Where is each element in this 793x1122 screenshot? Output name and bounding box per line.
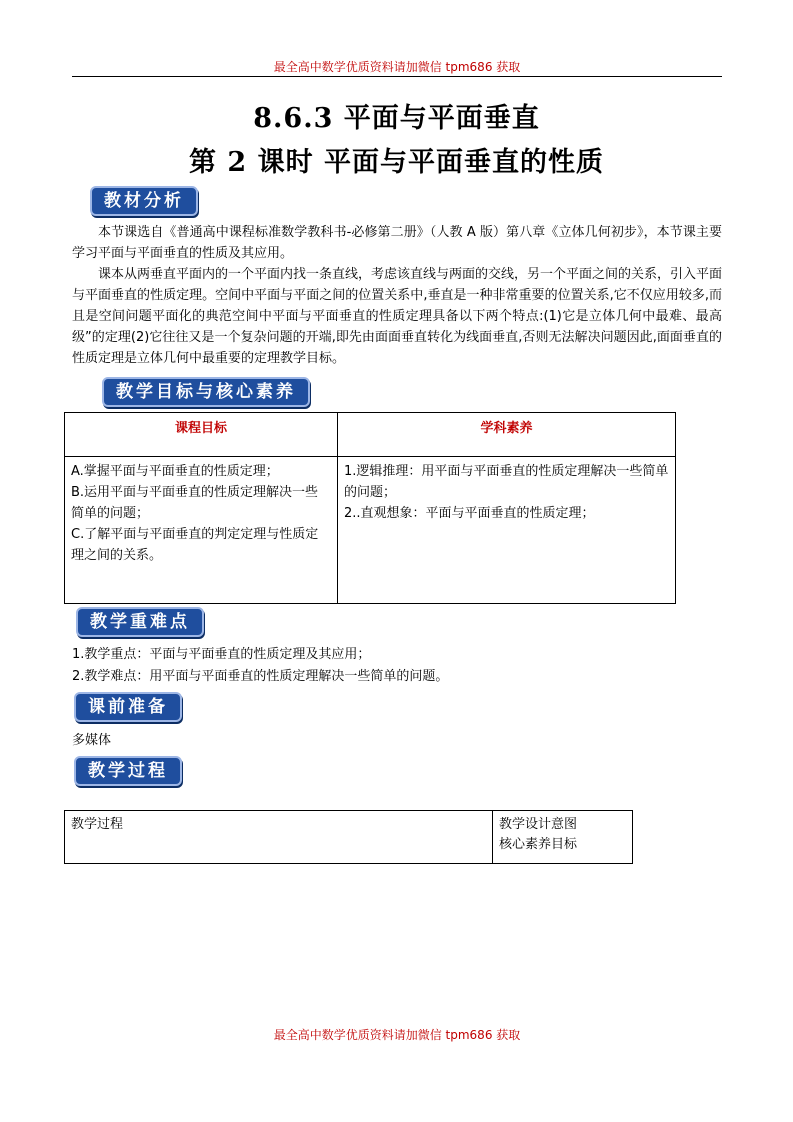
literacy-item: 2..直观想象：平面与平面垂直的性质定理； <box>344 506 595 521</box>
analysis-paragraph-2: 课本从两垂直平面内的一个平面内找一条直线，考虑该直线与两面的交线，另一个平面之间的关系，引入平面与平面垂直的性质定理。空间中平面与平面之间的位置关系中,垂直是一种非常重要的位置关系,它不仅应用较多,而且是空间问题平面化的典范空间中平面与平面垂直的性质定理具备以下两个特点:(1)它是立体几何中最难、最高级”的定理(2)它往往又是一个复杂问题的开端,即先由面面垂直转化为线面垂直,否则无法解决问题因此,面面垂直的性质定理是立体几何中最重要的定理教学目标。 <box>72 267 723 366</box>
page-footer: 最全高中数学优质资料请加微信 tpm686 获取 <box>273 1028 521 1042</box>
course-goal-item: A.掌握平面与平面垂直的性质定理； <box>71 464 279 479</box>
section-badge-preparation: 课前准备 <box>74 692 182 722</box>
course-goal-item: B.运用平面与平面垂直的性质定理解决一些简单的问题； <box>71 485 319 521</box>
header-divider <box>72 76 722 77</box>
lesson-subtitle: 第 2 课时 平面与平面垂直的性质 <box>189 147 604 178</box>
design-intent-label: 教学设计意图 <box>499 817 578 832</box>
key-point-focus: 1.教学重点：平面与平面垂直的性质定理及其应用； <box>72 647 371 662</box>
lesson-title: 8.6.3 平面与平面垂直 <box>253 103 540 134</box>
literacy-item: 1.逻辑推理：用平面与平面垂直的性质定理解决一些简单的问题； <box>344 464 669 500</box>
section-badge-process: 教学过程 <box>74 756 182 786</box>
process-cell: 教学过程 <box>65 811 493 864</box>
design-intent-cell <box>493 811 633 864</box>
goals-head-literacy: 学科素养 <box>338 413 676 457</box>
process-table <box>64 810 633 864</box>
section-badge-goals: 教学目标与核心素养 <box>102 377 310 407</box>
preparation-text: 多媒体 <box>72 733 112 748</box>
course-goal-item: C.了解平面与平面垂直的判定定理与性质定理之间的关系。 <box>71 527 319 563</box>
goals-table <box>64 412 676 604</box>
section-badge-key-points: 教学重难点 <box>76 607 204 637</box>
literacy-cell <box>338 457 676 604</box>
analysis-paragraph-1: 本节课选自《普通高中课程标准数学教科书-必修第二册》（人教 A 版）第八章《立体几何初步》，本节课主要学习平面与平面垂直的性质及其应用。 <box>72 225 722 261</box>
course-goals-cell <box>65 457 338 604</box>
goals-head-course: 课程目标 <box>65 413 338 457</box>
key-point-difficulty: 2.教学难点：用平面与平面垂直的性质定理解决一些简单的问题。 <box>72 669 449 684</box>
page-header: 最全高中数学优质资料请加微信 tpm686 获取 <box>273 60 521 74</box>
section-badge-analysis: 教材分析 <box>90 186 198 216</box>
literacy-goal-label: 核心素养目标 <box>499 837 578 852</box>
